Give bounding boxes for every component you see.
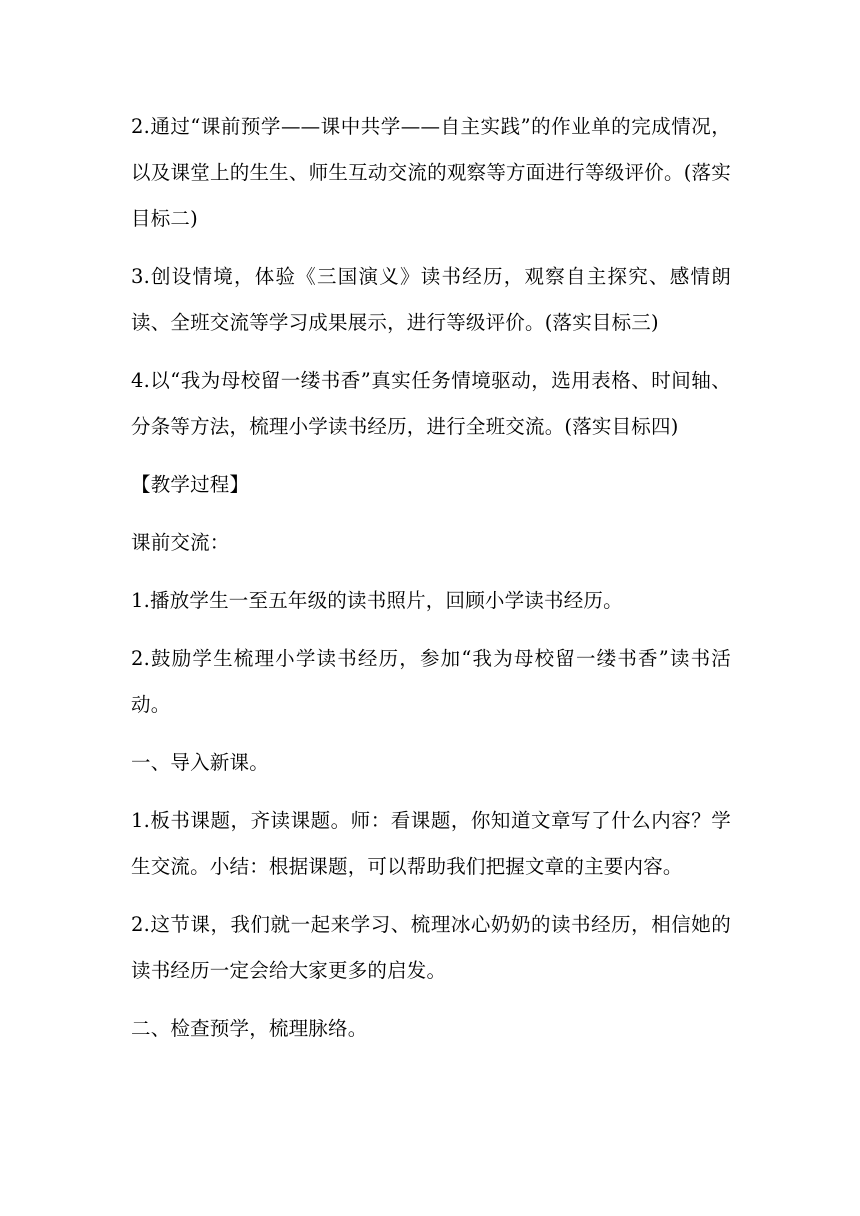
paragraph-evaluation-4: 4.以“我为母校留一缕书香”真实任务情境驱动，选用表格、时间轴、分条等方法，梳理小学读书经历，进行全班交流。(落实目标四) bbox=[131, 369, 731, 438]
section-heading-teaching-process: 【教学过程】 bbox=[131, 473, 250, 496]
section-heading-intro: 一、导入新课。 bbox=[131, 751, 269, 774]
paragraph-pre-class-2: 2.鼓励学生梳理小学读书经历，参加“我为母校留一缕书香”读书活动。 bbox=[131, 647, 731, 716]
paragraph-pre-class-1: 1.播放学生一至五年级的读书照片，回顾小学读书经历。 bbox=[131, 589, 623, 612]
paragraph-evaluation-2: 2.通过“课前预学——课中共学——自主实践”的作业单的完成情况，以及课堂上的生生、师生互动交流的观察等方面进行等级评价。(落实目标二) bbox=[131, 115, 731, 230]
paragraph-intro-2: 2.这节课，我们就一起来学习、梳理冰心奶奶的读书经历，相信她的读书经历一定会给大家更多的启发。 bbox=[131, 913, 731, 982]
subheading-pre-class: 课前交流： bbox=[131, 531, 230, 554]
section-heading-review: 二、检查预学，梳理脉络。 bbox=[131, 1017, 368, 1040]
document-body bbox=[131, 104, 731, 1064]
paragraph-intro-1: 1.板书课题，齐读课题。师：看课题，你知道文章写了什么内容？学生交流。小结：根据课题，可以帮助我们把握文章的主要内容。 bbox=[131, 809, 731, 878]
paragraph-evaluation-3: 3.创设情境，体验《三国演义》读书经历，观察自主探究、感情朗读、全班交流等学习成果展示，进行等级评价。(落实目标三) bbox=[131, 265, 731, 334]
